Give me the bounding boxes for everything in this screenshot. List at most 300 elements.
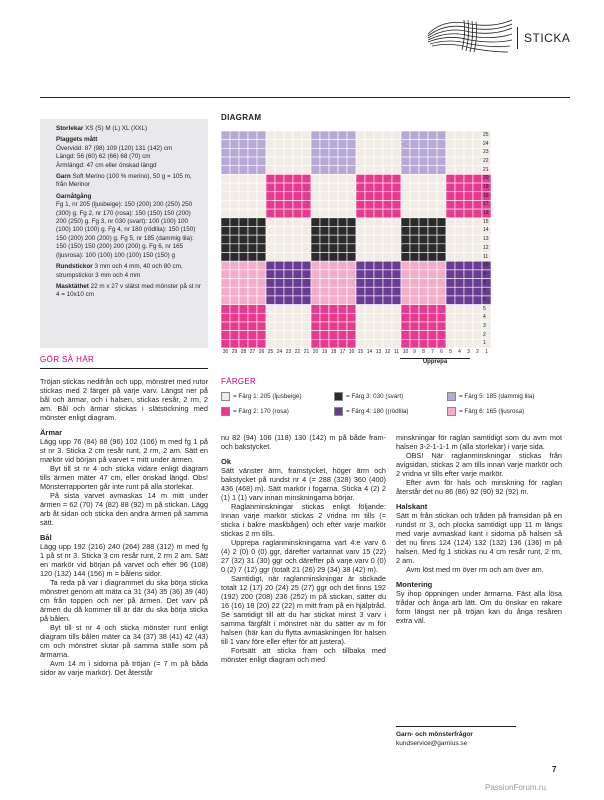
chart-cell <box>266 148 275 157</box>
chart-cell <box>383 296 392 305</box>
chart-cell <box>374 287 383 296</box>
chart-cell <box>455 287 464 296</box>
chart-cell <box>401 235 410 244</box>
chart-cell <box>365 209 374 218</box>
chart-cell <box>320 244 329 253</box>
chart-cell <box>338 244 347 253</box>
chart-cell <box>455 244 464 253</box>
chart-cell <box>428 157 437 166</box>
chart-cell <box>365 270 374 279</box>
row-number: 16 <box>483 210 489 217</box>
chart-cell <box>419 270 428 279</box>
chart-cell <box>401 313 410 322</box>
chart-cell <box>410 226 419 235</box>
legend-label: = Färg 4: 180 ((rödlila) <box>346 408 409 415</box>
chart-cell <box>455 296 464 305</box>
chart-cell <box>293 157 302 166</box>
chart-cell <box>221 313 230 322</box>
chart-cell <box>473 279 482 288</box>
chart-cell <box>401 192 410 201</box>
chart-cell <box>374 131 383 140</box>
row-number: 4 <box>483 314 486 321</box>
legend-item <box>334 407 408 416</box>
column-number: 20 <box>312 349 319 355</box>
chart-cell <box>284 270 293 279</box>
chart-cell <box>383 174 392 183</box>
chart-cell <box>428 270 437 279</box>
chart-cell <box>239 166 248 175</box>
measure-line: Ärmlängd: 47 cm eller önskad längd <box>56 161 157 169</box>
chart-cell <box>347 313 356 322</box>
chart-cell <box>392 331 401 340</box>
chart-cell <box>329 131 338 140</box>
chart-cell <box>446 140 455 149</box>
chart-cell <box>239 131 248 140</box>
chart-cell <box>455 148 464 157</box>
chart-cell <box>437 157 446 166</box>
chart-cell <box>221 166 230 175</box>
chart-cell <box>248 140 257 149</box>
chart-cell <box>221 183 230 192</box>
chart-cell <box>230 218 239 227</box>
chart-cell <box>410 313 419 322</box>
chart-cell <box>419 218 428 227</box>
row-number: 11 <box>483 253 489 260</box>
chart-cell <box>446 287 455 296</box>
chart-cell <box>284 183 293 192</box>
chart-cell <box>248 157 257 166</box>
column-number: 3 <box>467 349 470 355</box>
chart-cell <box>275 174 284 183</box>
contact-email: kundservice@garnius.se <box>396 740 468 747</box>
row-number: 19 <box>483 184 489 191</box>
montering-heading: Montering <box>396 580 433 589</box>
chart-cell <box>374 226 383 235</box>
chart-cell <box>230 200 239 209</box>
row-number: 20 <box>483 175 489 182</box>
chart-cell <box>428 339 437 348</box>
chart-cell <box>248 253 257 262</box>
chart-cell <box>338 166 347 175</box>
chart-cell <box>230 279 239 288</box>
chart-cell <box>275 131 284 140</box>
row-number: 22 <box>483 158 489 165</box>
chart-cell <box>419 244 428 253</box>
chart-cell <box>446 192 455 201</box>
chart-cell <box>428 287 437 296</box>
chart-cell <box>464 157 473 166</box>
chart-cell <box>392 287 401 296</box>
chart-cell <box>230 174 239 183</box>
chart-cell <box>365 261 374 270</box>
chart-cell <box>365 226 374 235</box>
chart-cell <box>311 166 320 175</box>
chart-cell <box>446 339 455 348</box>
chart-cell <box>248 287 257 296</box>
chart-cell <box>221 148 230 157</box>
chart-cell <box>248 131 257 140</box>
chart-cell <box>347 279 356 288</box>
chart-cell <box>365 322 374 331</box>
chart-cell <box>374 192 383 201</box>
contact-block <box>396 730 473 748</box>
chart-cell <box>419 305 428 314</box>
chart-cell <box>392 313 401 322</box>
chart-cell <box>356 305 365 314</box>
chart-cell <box>239 209 248 218</box>
chart-cell <box>428 200 437 209</box>
chart-cell <box>320 183 329 192</box>
chart-cell <box>239 305 248 314</box>
chart-cell <box>392 140 401 149</box>
row-number: 7 <box>483 288 486 295</box>
paragraph: minskningar för raglan samtidigt som du avm mot halsen 3-2-1-1-1 m (alla storlekar) i varje sida. <box>396 433 562 451</box>
chart-cell <box>293 261 302 270</box>
chart-cell <box>365 192 374 201</box>
chart-cell <box>338 131 347 140</box>
chart-cell <box>320 287 329 296</box>
column-number: 22 <box>294 349 301 355</box>
chart-cell <box>230 235 239 244</box>
chart-cell <box>356 270 365 279</box>
chart-cell <box>275 166 284 175</box>
chart-cell <box>284 218 293 227</box>
column-number: 9 <box>413 349 416 355</box>
column-number: 7 <box>431 349 434 355</box>
chart-cell <box>455 131 464 140</box>
chart-cell <box>266 279 275 288</box>
chart-cell <box>338 192 347 201</box>
chart-cell <box>410 235 419 244</box>
legend-label: = Färg 3: 030 (svart) <box>346 393 404 400</box>
legend-label: = Färg 5: 185 (dammig lila) <box>459 393 535 400</box>
chart-cell <box>455 313 464 322</box>
chart-cell <box>464 305 473 314</box>
chart-cell <box>356 226 365 235</box>
needles-value: 3 mm och 4 mm, 40 och 80 cm, strumpstickor 3 mm och 4 mm <box>56 263 183 279</box>
chart-cell <box>446 157 455 166</box>
chart-cell <box>302 192 311 201</box>
chart-cell <box>284 200 293 209</box>
chart-cell <box>221 226 230 235</box>
row-number: 13 <box>483 236 489 243</box>
ok-heading: Ok <box>221 457 232 466</box>
chart-cell <box>383 183 392 192</box>
chart-cell <box>248 331 257 340</box>
chart-cell <box>383 200 392 209</box>
chart-cell <box>293 218 302 227</box>
chart-cell <box>401 166 410 175</box>
chart-cell <box>455 140 464 149</box>
yarn-amount-title: Garnåtgång <box>56 192 92 200</box>
yarn-value: Soft Merino (100 % merino), 50 g = 105 m, från Merinor <box>56 173 192 189</box>
chart-cell <box>221 331 230 340</box>
chart-cell <box>230 131 239 140</box>
chart-cell <box>239 253 248 262</box>
chart-cell <box>257 218 266 227</box>
chart-cell <box>311 279 320 288</box>
instructions-divider <box>40 368 208 369</box>
chart-cell <box>437 200 446 209</box>
chart-cell <box>320 157 329 166</box>
chart-cell <box>383 313 392 322</box>
instructions-title: GÖR SÅ HÄR <box>40 355 95 364</box>
chart-cell <box>473 339 482 348</box>
chart-cell <box>365 166 374 175</box>
chart-cell <box>374 235 383 244</box>
row-number: 5 <box>483 305 486 312</box>
chart-cell <box>257 209 266 218</box>
chart-cell <box>347 331 356 340</box>
chart-cell <box>455 270 464 279</box>
size-value: XS (S) M (L) XL (XXL) <box>85 125 148 132</box>
chart-cell <box>464 200 473 209</box>
chart-cell <box>455 192 464 201</box>
chart-cell <box>383 279 392 288</box>
chart-cell <box>401 140 410 149</box>
chart-cell <box>329 140 338 149</box>
chart-cell <box>401 331 410 340</box>
chart-cell <box>347 200 356 209</box>
chart-cell <box>239 313 248 322</box>
color-swatch <box>334 407 343 416</box>
chart-cell <box>239 148 248 157</box>
chart-cell <box>446 209 455 218</box>
size-label: Storlekar <box>56 125 84 132</box>
chart-cell <box>329 279 338 288</box>
chart-cell <box>446 270 455 279</box>
chart-cell <box>257 313 266 322</box>
chart-cell <box>284 209 293 218</box>
chart-cell <box>257 305 266 314</box>
chart-cell <box>365 279 374 288</box>
chart-cell <box>320 235 329 244</box>
chart-cell <box>230 253 239 262</box>
chart-cell <box>302 305 311 314</box>
chart-cell <box>320 148 329 157</box>
chart-cell <box>302 235 311 244</box>
chart-cell <box>284 244 293 253</box>
chart-cell <box>428 209 437 218</box>
paragraph: Avm 14 m i sidorna på tröjan (= 7 m på båda sidor av varje markör). Det återstår <box>40 659 208 677</box>
chart-cell <box>446 305 455 314</box>
color-swatch <box>221 407 230 416</box>
chart-cell <box>365 313 374 322</box>
legend-label: = Färg 1: 205 (ljusbeige) <box>233 393 302 400</box>
chart-cell <box>266 226 275 235</box>
chart-cell <box>302 166 311 175</box>
column-number: 1 <box>485 349 488 355</box>
chart-cell <box>230 148 239 157</box>
gauge-value: 22 m x 27 v slätst med mönster på st nr 4 = 10x10 cm <box>56 282 201 299</box>
chart-cell <box>464 148 473 157</box>
chart-cell <box>302 140 311 149</box>
chart-cell <box>392 131 401 140</box>
chart-cell <box>392 261 401 270</box>
chart-cell <box>302 183 311 192</box>
chart-cell <box>302 322 311 331</box>
column-number: 17 <box>339 349 346 355</box>
diagram-title: DIAGRAM <box>221 113 262 122</box>
chart-cell <box>428 192 437 201</box>
chart-cell <box>266 261 275 270</box>
chart-cell <box>419 331 428 340</box>
chart-cell <box>266 331 275 340</box>
chart-cell <box>302 339 311 348</box>
color-swatch <box>334 392 343 401</box>
chart-cell <box>419 174 428 183</box>
chart-cell <box>347 131 356 140</box>
chart-cell <box>230 261 239 270</box>
chart-cell <box>347 140 356 149</box>
chart-cell <box>374 270 383 279</box>
chart-cell <box>230 270 239 279</box>
chart-cell <box>302 270 311 279</box>
chart-cell <box>257 339 266 348</box>
chart-cell <box>230 313 239 322</box>
chart-cell <box>392 339 401 348</box>
contact-divider <box>396 726 516 727</box>
chart-cell <box>257 296 266 305</box>
chart-cell <box>275 148 284 157</box>
chart-cell <box>419 339 428 348</box>
chart-cell <box>419 131 428 140</box>
colors-title: FÄRGER <box>221 377 257 386</box>
chart-cell <box>275 157 284 166</box>
chart-cell <box>239 157 248 166</box>
chart-cell <box>329 322 338 331</box>
chart-cell <box>401 244 410 253</box>
column-number: 12 <box>384 349 391 355</box>
chart-cell <box>248 235 257 244</box>
chart-cell <box>473 235 482 244</box>
chart-cell <box>320 209 329 218</box>
chart-cell <box>374 244 383 253</box>
chart-cell <box>464 244 473 253</box>
chart-cell <box>275 218 284 227</box>
chart-cell <box>293 174 302 183</box>
chart-cell <box>275 331 284 340</box>
chart-cell <box>437 244 446 253</box>
chart-cell <box>257 279 266 288</box>
chart-cell <box>329 226 338 235</box>
chart-cell <box>311 226 320 235</box>
chart-cell <box>437 226 446 235</box>
column-number: 6 <box>440 349 443 355</box>
chart-cell <box>347 261 356 270</box>
chart-cell <box>221 174 230 183</box>
measures-title: Plaggets mått <box>56 136 98 144</box>
paragraph: Samtidigt, när raglanminskningar är stickade totalt 12 (17) 20 (24) 25 (27) ggr och det finns 192 (192) 200 (208) 236 (252) m på stickan, sätter du 16 (16) 18 (20) 22 (22) m mitt fram på en hjälptråd. Se samtidigt till att du har stickat minst 3 varv i samma färgfält i mönstret när du sätter av m för halsen (här kan du flytta avmaskningen för halsen till 1 varv före eller efter för att justera). <box>221 574 386 646</box>
chart-cell <box>266 218 275 227</box>
chart-cell <box>311 305 320 314</box>
chart-cell <box>338 287 347 296</box>
gauge-label: Masktäthet <box>56 282 89 290</box>
column-number: 27 <box>249 349 256 355</box>
chart-cell <box>347 192 356 201</box>
chart-cell <box>383 322 392 331</box>
chart-cell <box>383 166 392 175</box>
chart-cell <box>311 183 320 192</box>
chart-cell <box>428 226 437 235</box>
column-number: 13 <box>375 349 382 355</box>
chart-cell <box>257 183 266 192</box>
chart-cell <box>221 200 230 209</box>
chart-cell <box>428 313 437 322</box>
chart-cell <box>275 226 284 235</box>
chart-cell <box>356 157 365 166</box>
chart-cell <box>338 270 347 279</box>
chart-cell <box>257 148 266 157</box>
chart-cell <box>329 192 338 201</box>
chart-cell <box>428 305 437 314</box>
chart-cell <box>356 192 365 201</box>
chart-cell <box>257 253 266 262</box>
chart-cell <box>257 131 266 140</box>
chart-cell <box>383 148 392 157</box>
chart-cell <box>284 339 293 348</box>
chart-cell <box>419 192 428 201</box>
chart-cell <box>464 218 473 227</box>
chart-cell <box>284 192 293 201</box>
chart-cell <box>338 148 347 157</box>
chart-cell <box>230 166 239 175</box>
chart-cell <box>248 305 257 314</box>
chart-cell <box>356 313 365 322</box>
chart-cell <box>329 261 338 270</box>
chart-cell <box>374 261 383 270</box>
chart-cell <box>302 218 311 227</box>
chart-cell <box>383 235 392 244</box>
chart-cell <box>419 226 428 235</box>
chart-cell <box>446 166 455 175</box>
chart-cell <box>320 140 329 149</box>
chart-cell <box>257 174 266 183</box>
chart-cell <box>284 157 293 166</box>
chart-cell <box>239 270 248 279</box>
chart-cell <box>428 131 437 140</box>
chart-cell <box>284 174 293 183</box>
chart-cell <box>320 313 329 322</box>
chart-cell <box>230 287 239 296</box>
chart-cell <box>329 305 338 314</box>
chart-cell <box>446 226 455 235</box>
chart-cell <box>302 253 311 262</box>
chart-cell <box>221 322 230 331</box>
chart-cell <box>473 174 482 183</box>
chart-cell <box>293 253 302 262</box>
chart-cell <box>410 200 419 209</box>
chart-cell <box>311 339 320 348</box>
paragraph: Ta reda på var i diagrammet du ska börja sticka mönstret genom att mäta ca 31 (34) 35 (36) 39 (40) cm från toppen och ner på ärmen. Det varv på ärmen du då kommer till är där du ska börja sticka på bålen. <box>40 578 208 623</box>
color-swatch <box>447 407 456 416</box>
chart-cell <box>455 322 464 331</box>
chart-cell <box>230 296 239 305</box>
measure-line: Längd: 56 (60) 62 (66) 68 (70) cm <box>56 153 151 161</box>
chart-cell <box>230 192 239 201</box>
color-swatch <box>221 392 230 401</box>
yarn-label: Garn <box>56 173 71 181</box>
chart-cell <box>428 253 437 262</box>
chart-cell <box>455 226 464 235</box>
chart-cell <box>257 166 266 175</box>
chart-cell <box>302 261 311 270</box>
chart-cell <box>239 287 248 296</box>
column-number: 30 <box>222 349 229 355</box>
paragraph: OBS! När raglanminskningar stickas från avigsidan, stickas 2 am tills innan varje markör och 2 vridna vr tills efter varje markör. <box>396 451 562 478</box>
chart-cell <box>338 226 347 235</box>
chart-cell <box>239 218 248 227</box>
